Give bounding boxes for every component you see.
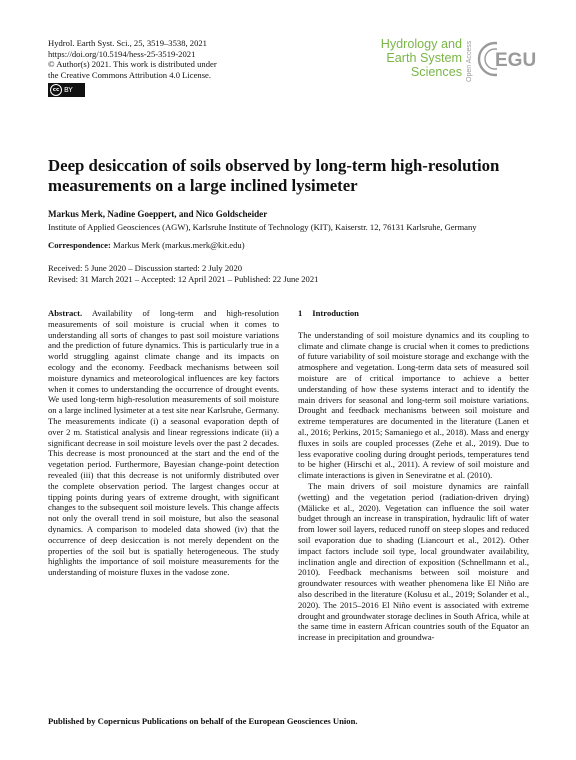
article-history <box>48 263 318 285</box>
intro-paragraph-1: The understanding of soil moisture dynamics and its coupling to climate and climate change is crucial when it comes to predictions of future variability of soil moisture storage and exchange with the atmosphere and vegetation. Long-term data sets of measured soil moisture are of critical importance to achieve a better understanding of how these systems interact and to identify the main drivers for seasonal and long-term soil moisture variations. Drought and feedback mechanisms between soil moisture and extreme temperatures are documented in the literature (Lanen et al., 2016; Perkins, 2015; Samaniego et al., 2018). Mass and energy fluxes in soils are coupled processes (Zehe et al., 2019). Due to less evaporative cooling during drought periods, temperatures tend to be higher (Hirschi et al., 2011). A review of soil moisture and climate interactions is given in Seneviratne et al. (2010). <box>298 329 529 481</box>
section-heading <box>298 308 529 319</box>
egu-logo-text: EGU <box>495 50 537 71</box>
section-number: 1 <box>298 308 303 318</box>
abstract-label: Abstract. <box>48 308 83 318</box>
abstract-paragraph <box>48 308 279 578</box>
author-list: Markus Merk, Nadine Goeppert, and Nico Goldscheider <box>48 209 268 219</box>
received-dates: Received: 5 June 2020 – Discussion started: 2 July 2020 <box>48 263 243 273</box>
open-access-label <box>462 36 474 84</box>
doi-link[interactable]: https://doi.org/10.5194/hess-25-3519-2021 <box>48 48 196 59</box>
publisher-footer: Published by Copernicus Publications on behalf of the European Geosciences Union. <box>48 716 358 726</box>
journal-citation: Hydrol. Earth Syst. Sci., 25, 3519–3538, 2021 <box>48 38 207 48</box>
correspondence-contact[interactable]: Markus Merk (markus.merk@kit.edu) <box>113 240 245 250</box>
correspondence <box>48 240 245 250</box>
introduction-column <box>298 308 529 643</box>
cc-by-license-badge[interactable] <box>48 83 85 97</box>
journal-name-line-3: Sciences <box>410 65 462 80</box>
copyright-line: © Author(s) 2021. This work is distributed under <box>48 59 217 70</box>
correspondence-label: Correspondence: <box>48 240 111 250</box>
egu-logo <box>476 38 537 80</box>
cc-icon: cc <box>50 84 62 96</box>
abstract-text: Availability of long-term and high-resolution measurements of soil moisture is crucial when it comes to understanding all sorts of changes to past soil moisture variations and the prediction of future dynamics. This is particularly true in a world struggling against climate change and its impacts on ecology and the economy. Feedback mechanisms between soil moisture dynamics and meteorological influences are key factors when it comes to understanding the occurrence of drought events. We used long-term high-resolution measurements of soil moisture on a large inclined lysimeter at a test site near Karlsruhe, Germany. The measurements indicate (i) a seasonal evaporation depth of over 2 m. Statistical analysis and linear regressions indicate (ii) a significant decrease in soil moisture levels over the past 2 decades. This decrease is most pronounced at the start and the end of the vegetation period. Furthermore, Bayesian change-point detection revealed (iii) that this decrease is not uniformly distributed over the complete observation period. The largest changes occur at tipping points during years of extreme drought, with significant changes to the subsequent soil moisture levels. This change affects not only the overall trend in soil moisture, but also the seasonal dynamics. A comparison to modeled data showed (iv) that the occurrence of deep desiccation is not merely dependent on the properties of the soil but is spatially heterogeneous. The study highlights the importance of soil moisture measurements for the understanding of moisture fluxes in the vadose zone. <box>48 308 279 578</box>
journal-name <box>360 37 462 80</box>
section-title: Introduction <box>312 308 359 318</box>
open-access-text: Open Access <box>466 40 473 82</box>
citation-block <box>48 38 217 80</box>
journal-name-line-2: Earth System <box>386 51 462 66</box>
abstract-column <box>48 308 279 578</box>
affiliation: Institute of Applied Geosciences (AGW), Karlsruhe Institute of Technology (KIT), Kaiserstr. 12, 76131 Karlsruhe, Germany <box>48 222 477 232</box>
journal-name-line-1: Hydrology and <box>380 37 462 51</box>
by-icon: BY <box>64 86 73 94</box>
revised-dates: Revised: 31 March 2021 – Accepted: 12 April 2021 – Published: 22 June 2021 <box>48 274 319 284</box>
license-line: the Creative Commons Attribution 4.0 License. <box>48 69 212 80</box>
intro-paragraph-2: The main drivers of soil moisture dynamics are rainfall (wetting) and the vegetation period (radiation-driven drying) (Mälicke et al., 2020). Vegetation can influence the soil water budget through an increase in transpiration, hydraulic lift of water from lower soil layers, reduced runoff on steep slopes and reduced soil evaporation due to shading (Liancourt et al., 2012). Other impact factors include soil type, local groundwater availability, inclination angle and direction of exposition (Schnellmann et al., 2010). Feedback mechanisms between soil moisture and groundwater resources with weather phenomena like El Niño are also described in the literature (Kolusu et al., 2019; Solander et al., 2020). The 2015–2016 El Niño event is associated with extreme drought and groundwater storage declines in South Africa, while at the same time in eastern African countries south of the Equator an increase in precipitation and groundwa- <box>298 480 529 643</box>
article-title: Deep desiccation of soils observed by long-term high-resolution measurements on a large inclined lysimeter <box>48 156 500 195</box>
